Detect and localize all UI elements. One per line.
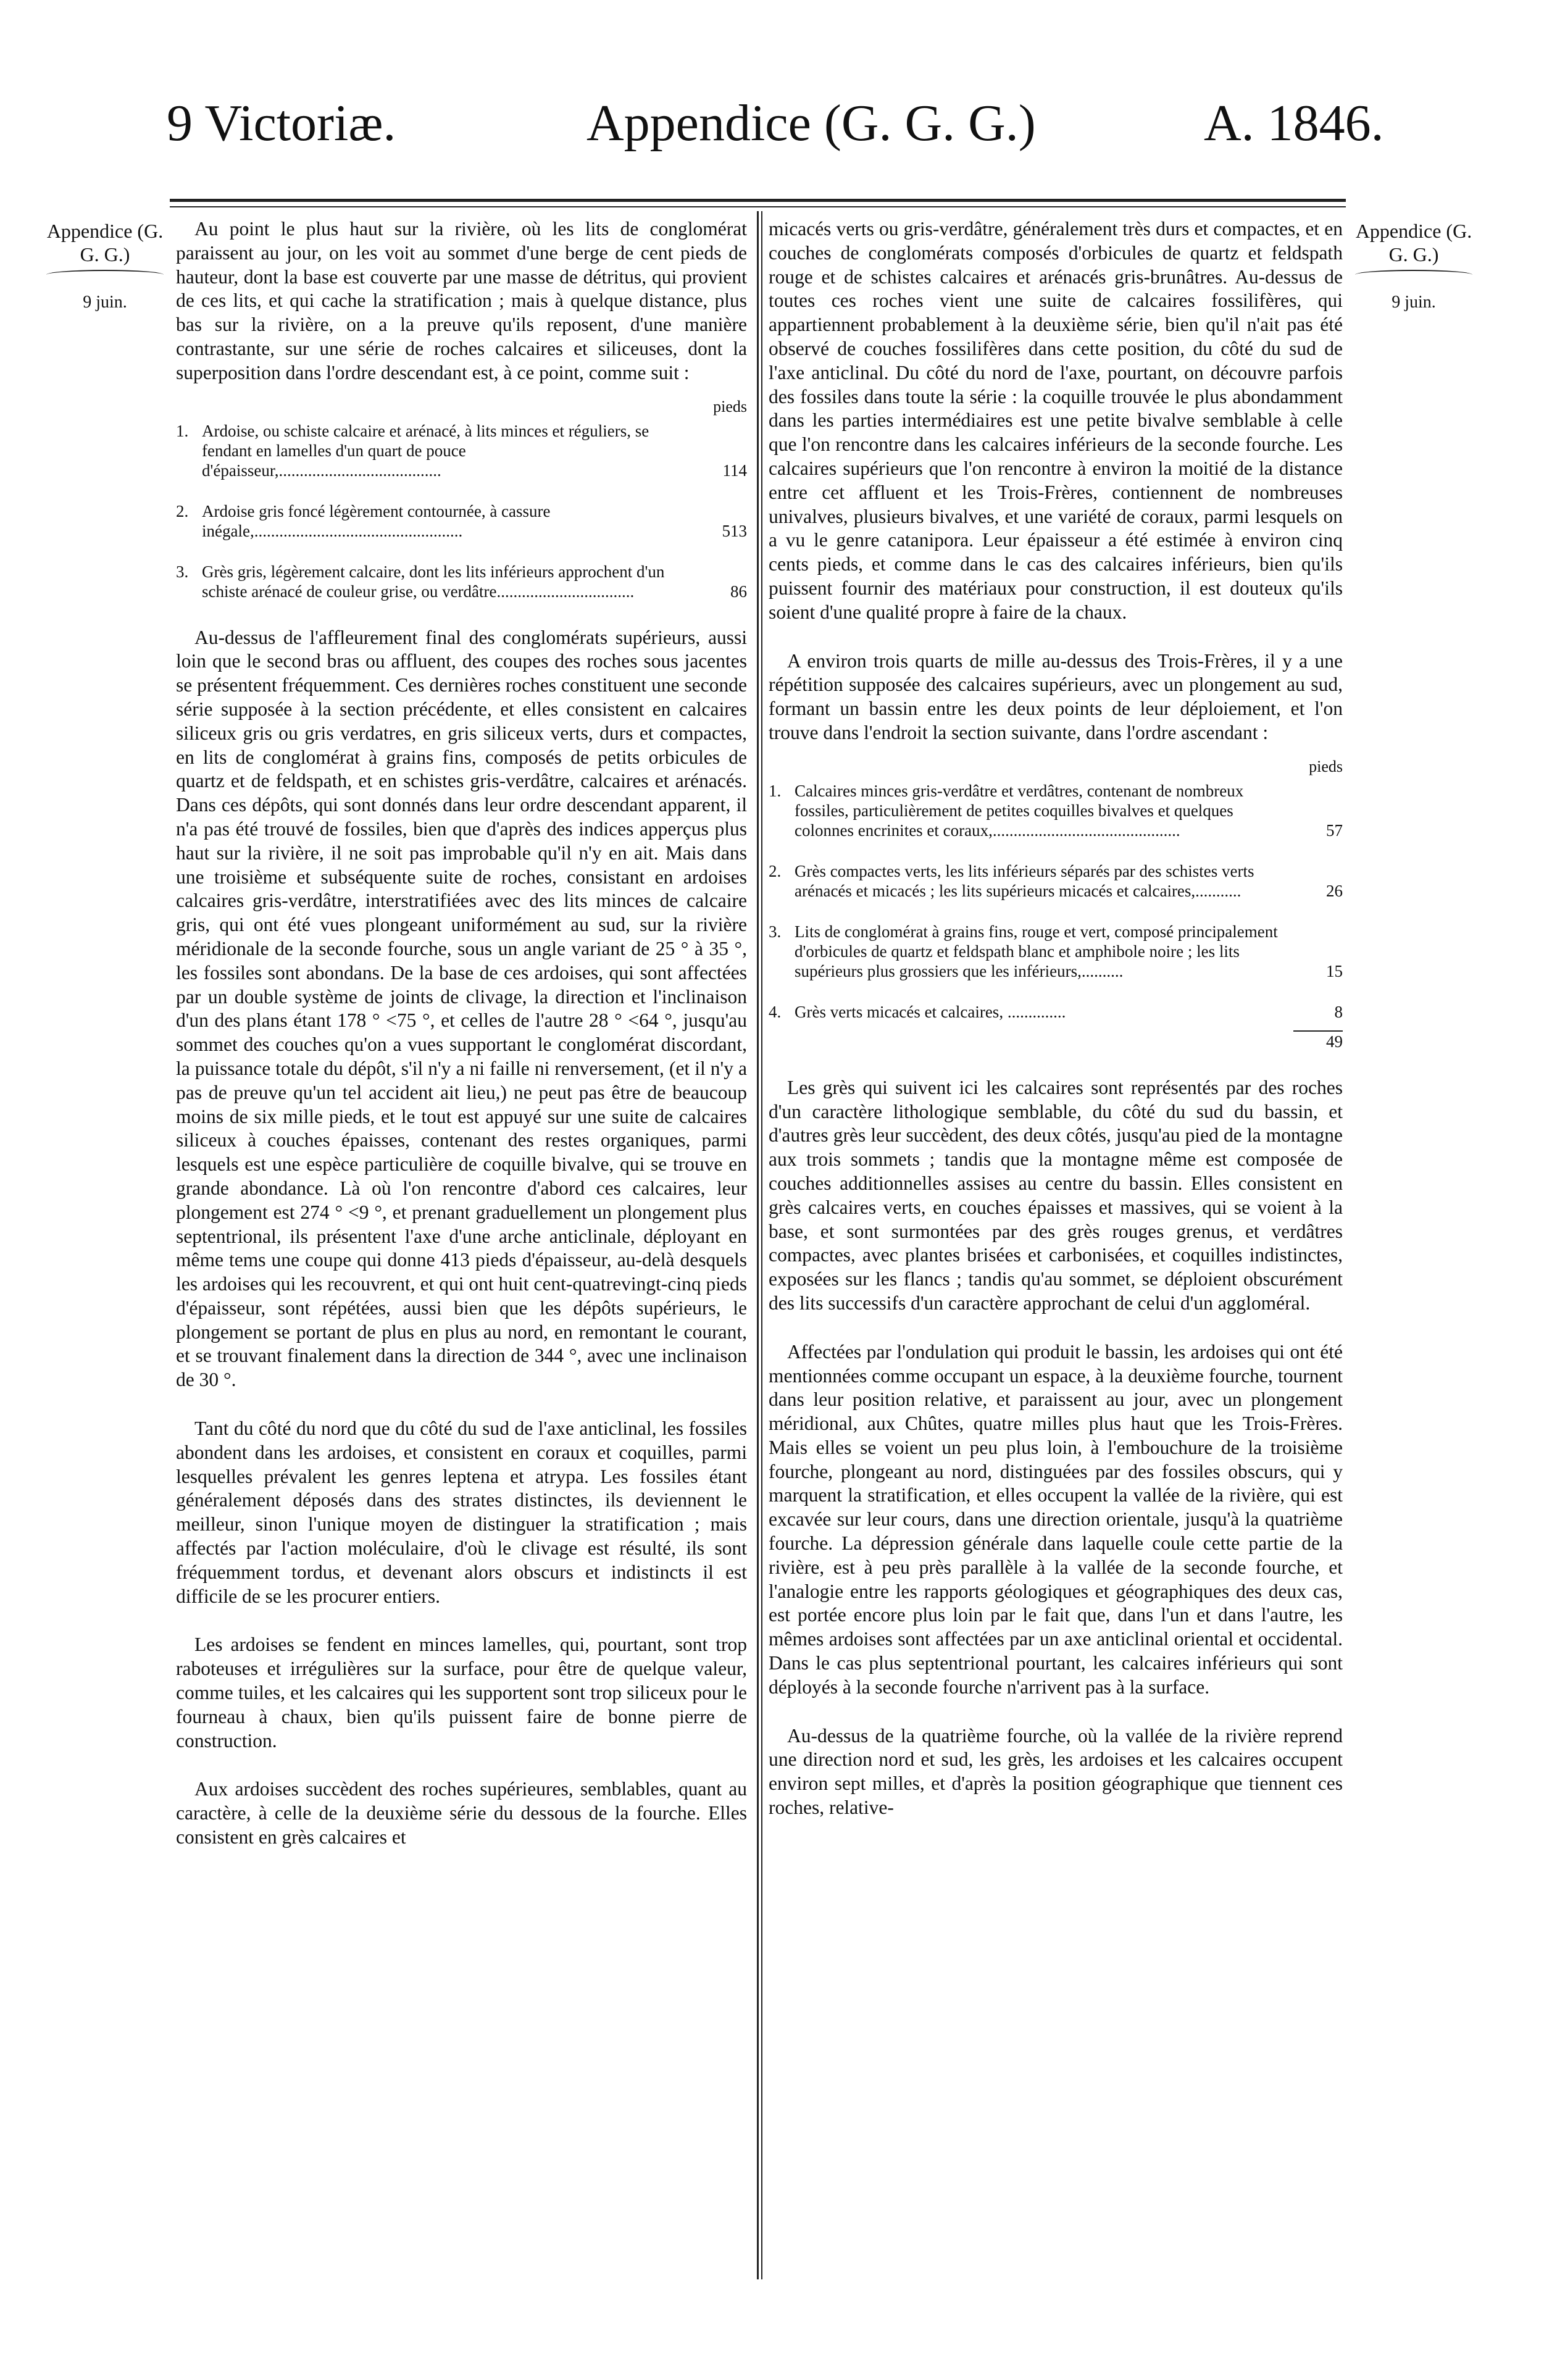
header-left: 9 Victoriæ. [167, 94, 396, 152]
right-paragraph-1: micacés verts ou gris-verdâtre, généralement très durs et compactes, et en couches de conglomérats composés d'orbicules de quartz et feldspath rouge et de schistes calcaires et arénacés gris-brunâtres. Au-dessus de toutes ces roches vient une suite de calcaires fossilifères, qui appartiennent probablement à la deuxième série, bien qu'il n'ait pas été observé de couches fossilifères dans cette position, du côté du sud de l'axe anticlinal. Du côté du nord de l'axe, pourtant, on découvre parfois des fossiles dans toute la série : la coquille trouvée le plus abondamment dans les parties intermédiaires est une petite bivalve semblable à celle que l'on rencontre dans les calcaires inférieurs de la seconde fourche. Les calcaires supérieurs que l'on rencontre à environ la moitié de la distance entre cet affluent et les Trois-Frères, contiennent de nombreuses univalves, plusieurs bivalves, et une variété de coraux, parmi lesquels on a vu le genre catanipora. Leur épaisseur a été estimée à environ cinq cents pieds, et comme dans le cas des calcaires inférieurs, bien qu'ils puissent fournir des matériaux pour construction, il est douteux qu'ils soient d'une qualité propre à faire de la chaux. [769, 218, 1343, 623]
item-number: 2. [769, 861, 782, 880]
item-text: Ardoise, ou schiste calcaire et arénacé, à lits minces et réguliers, se fendant en lamelles d'un quart de pouce d'épaisseur,....................................... [202, 421, 649, 480]
right-list-item [769, 861, 1343, 901]
right-paragraph-4: Affectées par l'ondulation qui produit le bassin, les ardoises qui ont été mentionnées comme occupant un espace, à la deuxième fourche, tournent dans leur position relative, et paraissent au jour, avec un plongement méridional, aux Chûtes, quatre milles plus haut que les Trois-Frères. Mais elles se voient un peu plus loin, à l'embouchure de la troisième fourche, plongeant au nord, distinguées par des fossiles obscurs, qui y marquent la stratification, et elles occupent la vallée de la rivière, qui est excavée sur leur cours, dans une direction orientale, jusqu'à la quatrième fourche. La dépression générale dans laquelle coule cette partie de la rivière, est à peu près parallèle à la vallée de la seconde fourche, et l'analogie entre les rapports géologiques et géographiques des deux cas, est portée encore plus loin par le fait que, dans l'un et dans l'autre, les mêmes ardoises sont affectées par un axe anticlinal oriental et occidental. Dans le cas plus septentrional pourtant, les calcaires inférieurs qui sont déployés à la seconde fourche n'arrivent pas à la surface. [769, 1340, 1343, 1698]
item-value: 8 [1334, 1002, 1343, 1021]
item-number: 3. [769, 922, 782, 941]
item-value: 26 [1326, 881, 1343, 900]
right-list-total-row [769, 1030, 1343, 1051]
item-number: 1. [769, 781, 782, 800]
right-column [769, 217, 1343, 1820]
item-text: Grès verts micacés et calcaires, .............. [795, 1002, 1066, 1021]
left-paragraph-5: Aux ardoises succèdent des roches supérieures, semblables, quant au caractère, à celle de la deuxième série du dessous de la fourche. Elles consistent en grès calcaires et [176, 1778, 747, 1848]
header-center: Appendice (G. G. G.) [586, 94, 1036, 152]
header-rule-thick [170, 199, 1346, 202]
left-paragraph-3: Tant du côté du nord que du côté du sud de l'axe anticlinal, les fossiles abondent dans les ardoises, et consistent en coraux et coquilles, parmi lesquelles prévalent les genres leptena et atrypa. Les fossiles étant généralement déposés dans des strates distinctes, ils deviennent le meilleur, sinon l'unique moyen de distinguer la stratification ; mais affectés par l'action moléculaire, d'où le clivage est résulté, ils sont fréquemment tordus, et devenant alors obscurs et indistincts il est difficile de se les procurer entiers. [176, 1418, 747, 1607]
item-number: 4. [769, 1002, 782, 1021]
margin-note-left [40, 219, 170, 314]
left-paragraph-1: Au point le plus haut sur la rivière, où les lits de conglomérat paraissent au jour, on les voit au sommet d'une berge de cent pieds de hauteur, dont la base est couverte par une masse de détritus, qui provient de ces lits, et qui cache la stratification ; mais à quelque distance, plus bas sur la rivière, on a la preuve qu'ils reposent, d'une manière contrastante, sur une série de roches calcaires et siliceuses, dont la superposition dans l'ordre descendant est, à ce point, comme suit : [176, 218, 747, 383]
item-text: Lits de conglomérat à grains fins, rouge et vert, composé principalement d'orbicules de quartz et feldspath blanc et amphibole noire ; les lits supérieurs plus grossiers que les inférieurs,.......... [795, 922, 1278, 980]
item-value: 57 [1326, 820, 1343, 840]
right-list-total: 49 [1293, 1030, 1343, 1051]
column-divider [757, 211, 759, 2279]
brace-right [1355, 270, 1472, 280]
item-text: Grès compactes verts, les lits inférieurs séparés par des schistes verts arénacés et micacés ; les lits supérieurs micacés et calcaires,........... [795, 861, 1254, 900]
margin-date-right: 9 juin. [1392, 293, 1436, 312]
right-list-unit: pieds [1309, 757, 1343, 775]
right-list-item [769, 781, 1343, 840]
left-list-item [176, 501, 747, 541]
item-number: 1. [176, 421, 189, 440]
right-list-item [769, 1002, 1343, 1022]
right-paragraph-3: Les grès qui suivent ici les calcaires sont représentés par des roches d'un caractère lithologique semblable, du côté du sud du bassin, et d'autres grès leur succèdent, des deux côtés, jusqu'au pied de la montagne aux trois sommets ; tandis que la montagne même est composée de couches additionnelles assises au centre du bassin. Elles consistent en grès calcaires verts, en couches épaisses et massives, qui se voient à la base, et sont surmontées par des grès rouges grenus, et verdâtres compactes, avec plantes brisées et carbonisées, et coquilles indistinctes, exposées sur les flancs ; tandis qu'au sommet, se déploient obscurément des lits successifs d'un caractère approchant de celui d'un aggloméral. [769, 1076, 1343, 1314]
right-paragraph-2: A environ trois quarts de mille au-dessus des Trois-Frères, il y a une répétition supposée des calcaires supérieurs, avec un plongement au sud, formant un bassin entre les deux points de leur déploiement, et l'on trouve dans l'endroit la section suivante, dans l'ordre ascendant : [769, 649, 1343, 743]
left-list-item [176, 562, 747, 601]
right-list-item [769, 922, 1343, 981]
left-column [176, 217, 747, 1850]
left-paragraph-2: Au-dessus de l'affleurement final des conglomérats supérieurs, aussi loin que le second bras ou affluent, des coupes des roches sous jacentes se présentent fréquemment. Ces dernières roches constituent une seconde série supposée à la section précédente, et elles consistent en calcaires siliceux gris ou gris verdatres, en gris siliceux verts, durs et compactes, en lits de conglomérat à grains fins, composés de petits orbicules de quartz et de feldspath, et en schistes gris-verdâtre, calcaires et arénacés. Dans ces dépôts, qui sont donnés dans leur ordre descendant apparent, il n'a pas été trouvé de fossiles, bien que d'après des indices apperçus plus haut sur la rivière, il ne soit pas improbable qu'il n'y en ait. Mais dans une troisième et subséquente suite de roches, consistant en ardoises calcaires gris-verdâtre, interstratifiées avec des lits minces de calcaire gris, qui ont été vues plongeant uniformément au sud, sur la rivière méridionale de la seconde fourche, sous un angle variant de 25 ° à 35 °, les fossiles sont abondans. De la base de ces ardoises, qui sont affectées par un double système de joints de clivage, la direction et l'inclinaison d'un des plans étant 178 ° <75 °, et celles de l'autre 28 ° <64 °, jusqu'au sommet des couches qu'on a vues supportant le conglomérat discordant, la puissance totale du dépôt, s'il n'y a ni faille ni renversement, (et il n'y a pas de preuve qu'un tel accident ait lieu,) ne peut pas être de beaucoup moins de six mille pieds, et le tout est appuyé sur une suite de calcaires siliceux à couches épaisses, contenant des restes organiques, parmi lesquels est une espèce particulière de coquille bivalve, qui se trouve en grande abondance. Là où l'on rencontre d'abord ces calcaires, leur plongement est 274 ° <9 °, et prenant graduellement un plongement plus septentrional, ils présentent l'axe d'une arche anticlinale, déployant en même tems une coupe qui donne 413 pieds d'épaisseur, au-delà desquels les ardoises qui les recouvrent, et qui ont huit cent-quatrevingt-cinq pieds d'épaisseur, sont répétées, aussi bien que les dépôts supérieurs, le plongement se portant de plus en plus au nord, en remontant le courant, et se trouvant finalement dans la direction de 344 °, avec une inclinaison de 30 °. [176, 626, 747, 1391]
item-number: 2. [176, 501, 189, 520]
margin-date-left: 9 juin. [83, 293, 127, 312]
header-right: A. 1846. [1204, 94, 1384, 152]
margin-note-right [1349, 219, 1479, 314]
item-value: 513 [722, 521, 747, 540]
item-number: 3. [176, 562, 189, 581]
running-header [142, 80, 1389, 161]
left-list-item [176, 421, 747, 480]
left-paragraph-4: Les ardoises se fendent en minces lamelles, qui, pourtant, sont trop raboteuses et irrégulières sur la surface, pour être de quelque valeur, comme tuiles, et les calcaires qui les supportent sont trop siliceux pour le fourneau à chaux, bien qu'ils puissent faire de bonne pierre de construction. [176, 1634, 747, 1752]
item-text: Ardoise gris foncé légèrement contournée, à cassure inégale,.................................................. [202, 501, 551, 540]
item-text: Grès gris, légèrement calcaire, dont les lits inférieurs approchent d'un schiste arénacé de couleur grise, ou verdâtre................................. [202, 562, 665, 601]
item-value: 114 [722, 461, 747, 480]
item-value: 15 [1326, 961, 1343, 980]
margin-label-left: Appendice (G. G. G.) [46, 220, 164, 265]
left-list-unit: pieds [713, 397, 747, 415]
item-value: 86 [730, 582, 747, 601]
brace-left [46, 270, 164, 280]
right-paragraph-5: Au-dessus de la quatrième fourche, où la vallée de la rivière reprend une direction nord et sud, les grès, les ardoises et les calcaires occupent environ sept milles, et d'après la position géographique que tiennent ces roches, relative- [769, 1724, 1343, 1819]
margin-label-right: Appendice (G. G. G.) [1355, 220, 1472, 265]
header-rule-thin [170, 206, 1346, 207]
item-text: Calcaires minces gris-verdâtre et verdâtres, contenant de nombreux fossiles, particulièrement de petites coquilles bivalves et quelques colonnes encrinites et coraux,............................................. [795, 781, 1244, 840]
column-divider-inner [761, 211, 762, 2279]
